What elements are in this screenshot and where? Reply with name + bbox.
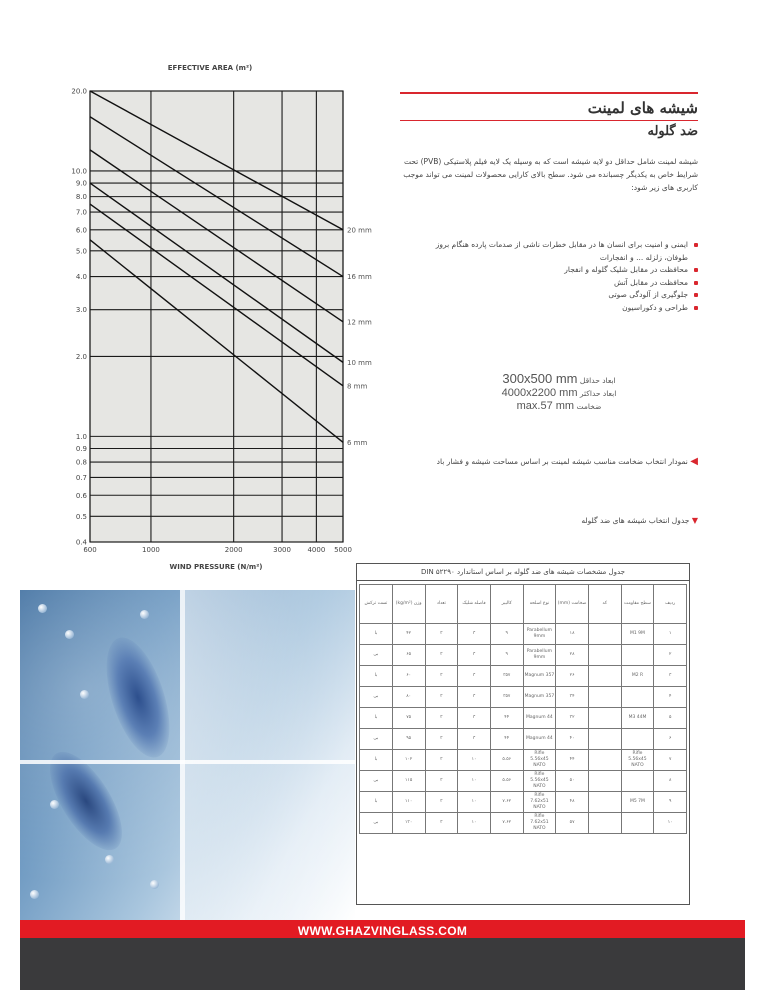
table-cell: Rifle 5.56x45 NATO [523, 771, 556, 792]
chart-note-text: نمودار انتخاب ضخامت مناسب شیشه لمینت بر اساس مساحت شیشه و فشار باد [436, 457, 688, 466]
y-tick-label: 9.0 [75, 179, 87, 188]
table-cell: ۳ [425, 645, 458, 666]
x-tick-label: 4000 [307, 546, 326, 554]
x-tick-label: 3000 [273, 546, 291, 554]
dimension-specs [420, 372, 698, 413]
table-row [360, 645, 687, 666]
table-cell [588, 813, 621, 834]
feature-item: محافظت در مقابل شلیک گلوله و انفجار [410, 264, 698, 277]
table-cell: بی [360, 729, 393, 750]
table-cell: Rifle 7.62x51 NATO [523, 792, 556, 813]
table-cell: ۳ [425, 813, 458, 834]
chart-plot-area [90, 91, 343, 542]
x-axis-label: WIND PRESSURE (N/m²) [169, 563, 263, 571]
table-cell: با [360, 708, 393, 729]
y-tick-label: 0.8 [75, 458, 87, 467]
feature-item: طراحی و دکوراسیون [410, 302, 698, 315]
table-cell: با [360, 624, 393, 645]
table-cell [588, 624, 621, 645]
table-cell [621, 771, 654, 792]
glass-sheen [185, 590, 355, 920]
table-cell: ۳ [458, 666, 491, 687]
y-tick-label: 2.0 [75, 352, 87, 361]
wind-pressure-chart [60, 60, 400, 575]
water-drop [65, 630, 74, 639]
water-drop [30, 890, 39, 899]
table-header-cell: نوع اسلحه [523, 585, 556, 624]
table-cell: ۶ [654, 729, 687, 750]
table-link-text: جدول انتخاب شیشه های ضد گلوله [581, 516, 690, 525]
table-header-cell: کالیبر [490, 585, 523, 624]
table-cell: ۲ [654, 645, 687, 666]
y-tick-label: 20.0 [71, 87, 87, 96]
table-header-cell: وزن (kg/m²) [392, 585, 425, 624]
table-cell [588, 750, 621, 771]
table-cell: ۱۸ [556, 624, 589, 645]
x-tick-label: 2000 [224, 546, 243, 554]
table-cell: Rifle 7.62x51 NATO [523, 813, 556, 834]
y-axis-ticks [71, 88, 87, 547]
spec-row-max [420, 387, 698, 400]
table-cell: Parabellum 9mm [523, 624, 556, 645]
y-tick-label: 0.7 [75, 473, 87, 482]
table-cell: ۳ [425, 666, 458, 687]
table-cell: ۱۱۵ [392, 771, 425, 792]
website-url[interactable]: WWW.GHAZVINGLASS.COM [297, 924, 468, 938]
table-cell [588, 708, 621, 729]
table-cell: ۳ [425, 687, 458, 708]
table-cell: ۹ [654, 792, 687, 813]
table-cell [621, 687, 654, 708]
page-title: شیشه های لمینت [587, 99, 698, 117]
x-axis-ticks [83, 546, 352, 554]
series-labels [347, 226, 372, 446]
y-tick-label: 0.5 [75, 512, 87, 521]
series-label: 6 mm [347, 438, 368, 447]
water-drop [140, 610, 149, 619]
table-cell: بی [360, 645, 393, 666]
table-cell [588, 729, 621, 750]
footer-dark-band [20, 938, 745, 990]
table-cell: ۱۰ [458, 813, 491, 834]
table-row [360, 624, 687, 645]
spec-label: ضخامت [576, 402, 602, 411]
table-cell [621, 729, 654, 750]
table-cell: ۲۶ [556, 666, 589, 687]
y-tick-label: 3.0 [75, 306, 87, 315]
table-cell: ۳ [654, 666, 687, 687]
table-row [360, 771, 687, 792]
y-tick-label: 4.0 [75, 273, 87, 282]
series-label: 16 mm [347, 273, 372, 282]
y-tick-label: 7.0 [75, 208, 87, 217]
table-row [360, 813, 687, 834]
water-drop [50, 800, 59, 809]
table-cell: ۳ [458, 708, 491, 729]
series-label: 8 mm [347, 382, 368, 391]
spec-label: ابعاد حداکثر [579, 389, 617, 398]
table-cell: M5 7M [621, 792, 654, 813]
table-cell: ۴۸ [556, 792, 589, 813]
table-cell: ۱۰ [458, 750, 491, 771]
table-header-cell: ضخامت (mm) [556, 585, 589, 624]
table-cell: با [360, 666, 393, 687]
bulletproof-glass-photo [20, 590, 355, 920]
heading-divider [400, 120, 698, 121]
table-cell: ۹۵ [392, 729, 425, 750]
table-cell: M3 44M [621, 708, 654, 729]
table-row [360, 750, 687, 771]
table-cell: ۱۱۰ [392, 792, 425, 813]
glass-frame-horizontal [20, 760, 355, 764]
bulletproof-spec-table [359, 584, 687, 834]
table-cell: ۳ [458, 729, 491, 750]
table-cell: ۴۰ [556, 729, 589, 750]
table-cell [588, 792, 621, 813]
table-cell: ۴۴ [490, 729, 523, 750]
y-tick-label: 0.4 [75, 538, 87, 547]
table-cell: ۶۵ [392, 645, 425, 666]
table-cell: ۱۰ [654, 813, 687, 834]
table-cell: M1 9M [621, 624, 654, 645]
x-tick-label: 1000 [142, 546, 160, 554]
table-header-row [360, 585, 687, 624]
note-marker-icon: ◀ [690, 456, 698, 467]
y-tick-label: 1.0 [75, 432, 87, 441]
table-cell: ۳ [458, 624, 491, 645]
table-cell [621, 813, 654, 834]
table-cell: ۳ [425, 792, 458, 813]
table-cell: ۴ [654, 687, 687, 708]
glass-frame-vertical [180, 590, 185, 920]
table-cell: ۱۰ [458, 792, 491, 813]
heading-top-rule [400, 92, 698, 94]
table-cell: با [360, 750, 393, 771]
table-cell: Parabellum 9mm [523, 645, 556, 666]
table-cell: ۳ [425, 750, 458, 771]
table-cell: ۱۰۲ [392, 750, 425, 771]
table-cell: ۵۷ [556, 813, 589, 834]
table-header-cell: کد [588, 585, 621, 624]
series-label: 10 mm [347, 358, 372, 367]
table-cell: M2 R [621, 666, 654, 687]
table-cell: ۳ [425, 771, 458, 792]
table-cell: با [360, 792, 393, 813]
feature-list [410, 239, 698, 314]
table-cell: ۸۰ [392, 687, 425, 708]
table-cell: ۱ [654, 624, 687, 645]
table-title: جدول مشخصات شیشه های ضد گلوله بر اساس استاندارد DIN ۵۲۲۹۰ [357, 564, 689, 581]
series-label: 12 mm [347, 318, 372, 327]
table-cell: ۲۸ [556, 645, 589, 666]
spec-value: 4000x2200 mm [501, 387, 578, 399]
spec-row-min [420, 372, 698, 387]
table-cell: Magnum 357 [523, 687, 556, 708]
spec-value: max.57 mm [516, 400, 575, 412]
table-cell [621, 645, 654, 666]
table-cell: ۳۵۷ [490, 687, 523, 708]
table-cell: ۸ [654, 771, 687, 792]
water-drop [150, 880, 159, 889]
table-cell: ۳ [458, 687, 491, 708]
table-cell [588, 687, 621, 708]
table-row [360, 666, 687, 687]
x-tick-label: 5000 [334, 546, 352, 554]
table-row [360, 687, 687, 708]
water-drop [38, 604, 47, 613]
table-cell: ۳۲ [556, 708, 589, 729]
table-cell: ۷۵ [392, 708, 425, 729]
table-cell: ۳ [425, 708, 458, 729]
table-cell: ۷.۶۲ [490, 792, 523, 813]
table-header-cell: ردیف [654, 585, 687, 624]
table-cell: ۴۲ [392, 624, 425, 645]
table-cell: ۶۰ [392, 666, 425, 687]
table-cell: ۹ [490, 645, 523, 666]
table-cell: بی [360, 687, 393, 708]
spec-row-thickness [420, 400, 698, 413]
y-tick-label: 6.0 [75, 226, 87, 235]
table-cell: Magnum 357 [523, 666, 556, 687]
table-cell: بی [360, 813, 393, 834]
heading-block [400, 92, 698, 141]
y-tick-label: 0.9 [75, 445, 87, 454]
table-header-cell: تعداد [425, 585, 458, 624]
chevron-down-icon: ▼ [691, 516, 698, 525]
table-cell: ۳ [425, 729, 458, 750]
table-cell: ۳ [425, 624, 458, 645]
table-cell: ۵.۵۶ [490, 771, 523, 792]
page-subtitle: ضد گلوله [647, 124, 698, 139]
table-cell: Magnum 44 [523, 708, 556, 729]
table-cell: بی [360, 771, 393, 792]
y-tick-label: 0.6 [75, 491, 87, 500]
table-cell: ۵.۵۶ [490, 750, 523, 771]
table-cell: ۳۵۷ [490, 666, 523, 687]
table-row [360, 708, 687, 729]
table-link[interactable] [400, 516, 698, 525]
series-label: 20 mm [347, 226, 372, 235]
chart-note [400, 456, 698, 468]
bulletproof-spec-table-box [356, 563, 690, 905]
table-row [360, 729, 687, 750]
table-cell: ۴۴ [490, 708, 523, 729]
table-cell: ۹ [490, 624, 523, 645]
table-header-cell: سطح مقاومت [621, 585, 654, 624]
chart-title: EFFECTIVE AREA (m²) [167, 64, 253, 72]
table-cell: Magnum 44 [523, 729, 556, 750]
spec-label: ابعاد حداقل [579, 376, 616, 385]
table-cell [588, 771, 621, 792]
table-cell: Rifle 5.56x45 NATO [621, 750, 654, 771]
table-row [360, 792, 687, 813]
table-cell: ۷.۶۲ [490, 813, 523, 834]
water-drop [105, 855, 114, 864]
table-body [360, 624, 687, 834]
y-tick-label: 10.0 [71, 167, 87, 176]
table-cell: ۳۴ [556, 687, 589, 708]
table-cell [588, 666, 621, 687]
water-drop [80, 690, 89, 699]
table-header-cell: تست ترکش [360, 585, 393, 624]
table-cell: ۴۴ [556, 750, 589, 771]
feature-item: محافظت در مقابل آتش [410, 277, 698, 290]
feature-item: ایمنی و امنیت برای انسان ها در مقابل خطرات ناشی از صدمات پارده هنگام بروز طوفان، زلزله ... و انفجارات [410, 239, 698, 264]
table-cell: Rifle 5.56x45 NATO [523, 750, 556, 771]
table-cell: ۷ [654, 750, 687, 771]
table-cell: ۱۳۰ [392, 813, 425, 834]
intro-paragraph: شیشه لمینت شامل حداقل دو لایه شیشه است که به وسیله یک لایه فیلم پلاستیکی (PVB) تحت شرایط خاص به یکدیگر چسبانده می شود. سطح بالای کارایی محصولات لمینت می تواند موجب کاربری های زیر شود: [403, 157, 698, 192]
table-cell: ۳ [458, 645, 491, 666]
x-tick-label: 600 [83, 546, 97, 554]
table-header-cell: فاصله شلیک [458, 585, 491, 624]
table-cell [588, 645, 621, 666]
table-cell: ۵۰ [556, 771, 589, 792]
feature-item: جلوگیری از آلودگی صوتی [410, 289, 698, 302]
y-tick-label: 8.0 [75, 193, 87, 202]
table-cell: ۱۰ [458, 771, 491, 792]
spec-value: 300x500 mm [502, 371, 578, 386]
y-tick-label: 5.0 [75, 247, 87, 256]
footer-bar [20, 920, 745, 938]
table-cell: ۵ [654, 708, 687, 729]
